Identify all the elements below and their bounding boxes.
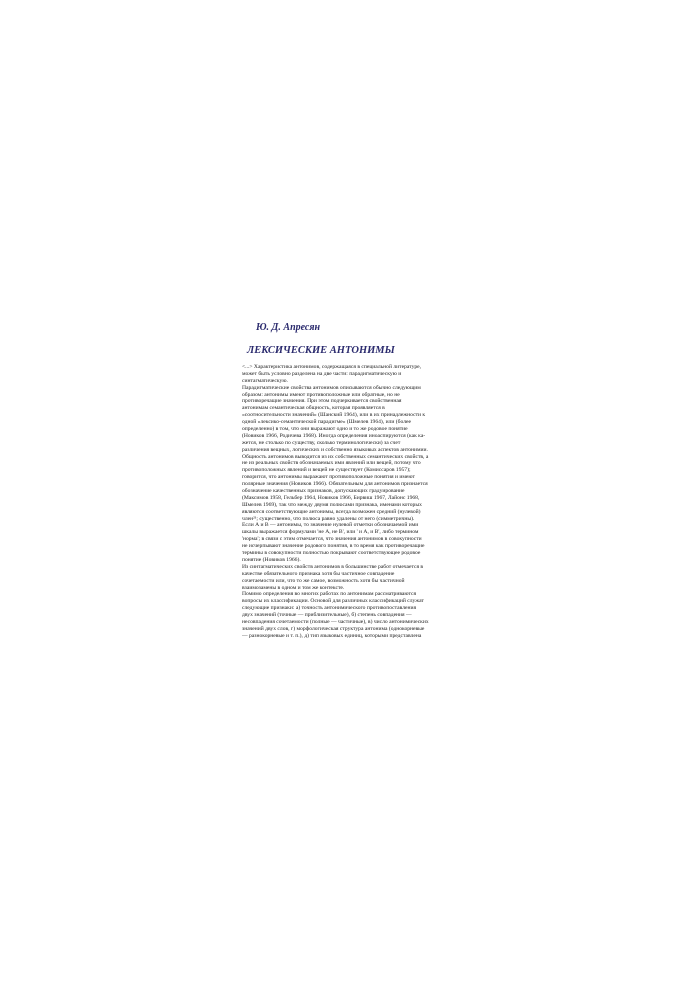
text-line: член²¹; существенно, что полюса равно удалены от него (симметричны). (242, 515, 415, 522)
author-name: Ю. Д. Апресян (256, 322, 321, 333)
text-line: вопросы их классификации. Основой для различных классификаций служат (242, 598, 424, 605)
text-line: значений двух слов, г) морфологическая структура антонима (однокорневые (242, 625, 425, 632)
text-line: (Новиков 1966, Родичева 1968). Иногда определения иноаспируются (как ка- (242, 432, 426, 439)
text-line: говорится, что антонимы выражают противоположные понятия и имеют (242, 474, 415, 481)
text-line: Помимо определения во многих работах по антонимам рассматриваются (242, 591, 417, 598)
text-line: двух значений (точные — приблизительные), б) степень совпадения — (242, 612, 412, 619)
text-line: одной «лексико-семантической парадигме» (Шмелев 1964), или (более (242, 419, 411, 426)
text-line: жется, не столько по существу, сколько терминологически) за счет (242, 439, 401, 446)
text-line: сочетаемости или, что то же самое, возможность хотя бы частичной (242, 577, 405, 584)
text-line: качестве обязательного признака хотя бы частичное совпадение (242, 570, 395, 577)
text-line: являются соответствующие антонимы, всегда возможен средний (нулевой) (242, 508, 421, 515)
text-line: «соотносительности значений» (Шанский 1964), или в их принадлежности к (242, 412, 426, 419)
article-title: ЛЕКСИЧЕСКИЕ АНТОНИМЫ (247, 345, 395, 356)
text-line: Парадигматические свойства антонимов описываются обычно следующим (242, 384, 421, 391)
text-line: <...> Характеристика антонимов, содержащаяся в специальной литературе, (242, 364, 422, 370)
text-line: термины в совокупности полностью покрывают соответствующее родовое (242, 550, 421, 557)
text-line: следующие признаки: а) точность антонимического противопоставления (242, 605, 417, 612)
text-line: не из реальных свойств обозначаемых ими явлений или вещей, потому что (242, 460, 421, 467)
text-line: Шмелев 1969), так что между двумя полюсами признака, именами которых (242, 501, 422, 508)
text-line: понятие (Новиков 1966). (242, 556, 301, 563)
text-line: обозначение качественных признаков, допускающих градуирование (242, 488, 405, 495)
text-line: полярные значения (Новиков 1966). Обязательным для антонимов признается (242, 481, 428, 488)
text-line: шкалы выражается формулами 'не А, не В', или ' и А, и В', либо термином (242, 529, 419, 536)
text-line: (Максимов 1958, Гельбер 1964, Новиков 1966, Бирвиш 1967, Лайонс 1968, (242, 494, 420, 501)
text-line: 'норма'; в связи с этим отмечается, что значения антонимов в совокупности (242, 536, 422, 543)
text-line: взаимозамены в одном и том же контексте. (242, 584, 345, 591)
text-line: определенно) в том, что они выражают одно и то же родовое понятие (242, 426, 408, 433)
text-line: образом: антонимы имеют противоположные или обратные, но не (242, 391, 400, 398)
text-line: синтагматическую. (242, 377, 288, 384)
text-line: несовпадения сочетаемости (полные — частичные), в) число антонимических (242, 618, 429, 625)
text-line: не исчерпывают значение родового понятия, в то время как противоречащие (242, 543, 425, 550)
text-line: противоречащие значения. При этом подчеркивается свойственная (242, 398, 402, 405)
text-line: Общность антонимов выводится из их собственных семантических свойств, а (242, 453, 429, 460)
text-line: Из синтагматических свойств антонимов в большинстве работ отмечается в (242, 563, 424, 570)
text-line: Если А и В — антонимы, то значение нулевой отметки обозначаемой ими (242, 522, 419, 529)
text-line: — разнокорневые и т. п.), д) тип языковых единиц, которыми представлена (242, 632, 422, 639)
text-line: различения вещных, логических и собственно языковых аспектов антонимии. (242, 446, 428, 453)
text-line: может быть условно разделена на две части: парадигматическую и (242, 370, 402, 377)
text-line: антонимам семантическая общность, которая проявляется в (242, 405, 385, 412)
article-body (242, 364, 457, 640)
text-line: противоположных явлений и вещей не существует (Комиссаров 1957); (242, 467, 411, 474)
